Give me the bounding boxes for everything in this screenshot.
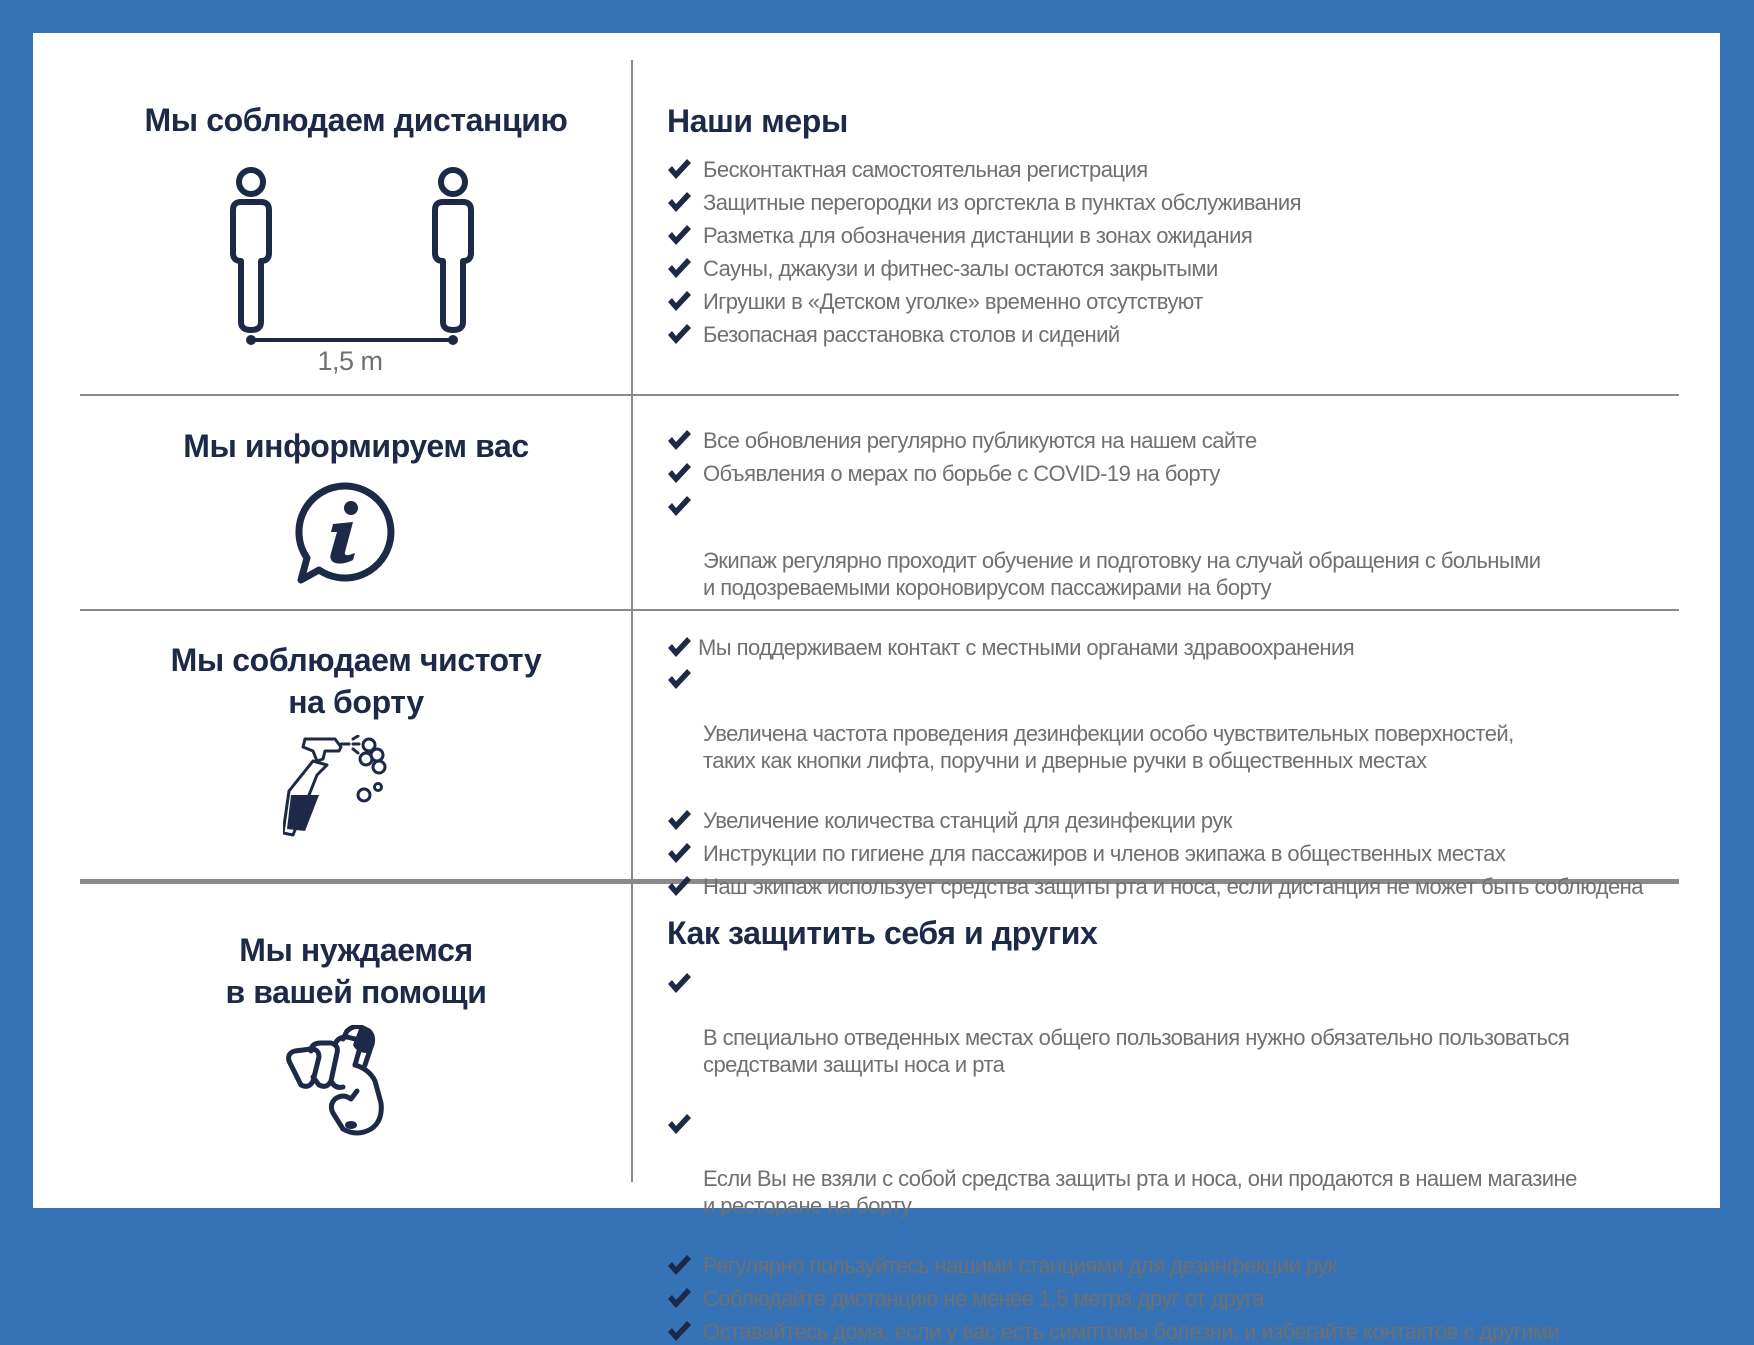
list-item: Оставайтесь дома, если у вас есть симптомы болезни, и избегайте контактов с другими	[666, 1318, 1577, 1345]
list-item: Разметка для обозначения дистанции в зонах ожидания	[666, 222, 1301, 249]
section-title-clean: Мы соблюдаем чистоту на борту	[170, 642, 542, 720]
list-item: Регулярно пользуйтесь нашими станциями для дезинфекции рук	[666, 1252, 1577, 1279]
column-divider	[631, 60, 633, 1182]
list-item: Сауны, джакузи и фитнес-залы остаются закрытыми	[666, 255, 1301, 282]
info-speech-bubble-icon	[293, 480, 397, 584]
list-item: Мы поддерживаем контакт с местными органами здравоохранения	[666, 634, 1540, 661]
protect-list	[666, 970, 1577, 1345]
list-item: Защитные перегородки из оргстекла в пунктах обслуживания	[666, 189, 1301, 216]
checkmark-icon	[666, 971, 692, 995]
list-item: Объявления о мерах по борьбе с COVID-19 на борту	[666, 460, 1540, 487]
list-item: Безопасная расстановка столов и сидений	[666, 321, 1301, 348]
list-item: Все обновления регулярно публикуются на нашем сайте	[666, 427, 1540, 454]
checkmark-icon	[666, 667, 692, 691]
distance-label: 1,5 m	[317, 346, 383, 376]
checkmark-icon	[666, 461, 692, 485]
list-item: Бесконтактная самостоятельная регистрация	[666, 156, 1301, 183]
checkmark-icon	[666, 1253, 692, 1277]
list-item: Соблюдайте дистанцию не менее 1,5 метра друг от друга	[666, 1285, 1577, 1312]
measures-list	[666, 156, 1301, 348]
section-title-inform: Мы информируем вас	[183, 428, 529, 464]
checkmark-icon	[666, 1286, 692, 1310]
checkmark-icon	[666, 190, 692, 214]
checkmark-icon	[666, 841, 692, 865]
checkmark-icon	[666, 157, 692, 181]
section-divider	[80, 394, 1679, 396]
checkmark-icon	[666, 322, 692, 346]
list-item: Увеличение количества станций для дезинфекции рук	[666, 807, 1643, 834]
section-title-distance: Мы соблюдаем дистанцию	[144, 102, 568, 138]
checkmark-icon	[666, 635, 692, 659]
list-item: Если Вы не взяли с собой средства защиты рта и носа, они продаются в нашем магазине и ресторане на борту	[666, 1111, 1577, 1246]
two-people-distance-icon	[215, 165, 485, 365]
pointing-hand-icon	[285, 1025, 405, 1145]
checkmark-icon	[666, 1319, 692, 1343]
checkmark-icon	[666, 256, 692, 280]
list-item: Увеличена частота проведения дезинфекции особо чувствительных поверхностей, таких как кнопки лифта, поручни и дверные ручки в общественных местах	[666, 666, 1643, 801]
section-heading-protect: Как защитить себя и других	[667, 915, 1098, 951]
inform-list	[666, 427, 1540, 661]
checkmark-icon	[666, 223, 692, 247]
list-item: Наш экипаж использует средства защиты рта и носа, если дистанция не может быть соблюдена	[666, 873, 1643, 900]
list-item: Инструкции по гигиене для пассажиров и членов экипажа в общественных местах	[666, 840, 1643, 867]
list-item: Игрушки в «Детском уголке» временно отсутствуют	[666, 288, 1301, 315]
checkmark-icon	[666, 494, 692, 518]
list-item: Экипаж регулярно проходит обучение и подготовку на случай обращения с больными и подозреваемыми короновирусом пассажирами на борту	[666, 493, 1540, 628]
section-heading-measures: Наши меры	[667, 103, 848, 139]
checkmark-icon	[666, 808, 692, 832]
list-item: В специально отведенных местах общего пользования нужно обязательно пользоваться средствами защиты носа и рта	[666, 970, 1577, 1105]
clean-list	[666, 666, 1643, 900]
spray-bottle-icon	[283, 735, 403, 840]
checkmark-icon	[666, 874, 692, 898]
section-title-help: Мы нуждаемся в вашей помощи	[225, 932, 487, 1010]
checkmark-icon	[666, 428, 692, 452]
checkmark-icon	[666, 1112, 692, 1136]
checkmark-icon	[666, 289, 692, 313]
